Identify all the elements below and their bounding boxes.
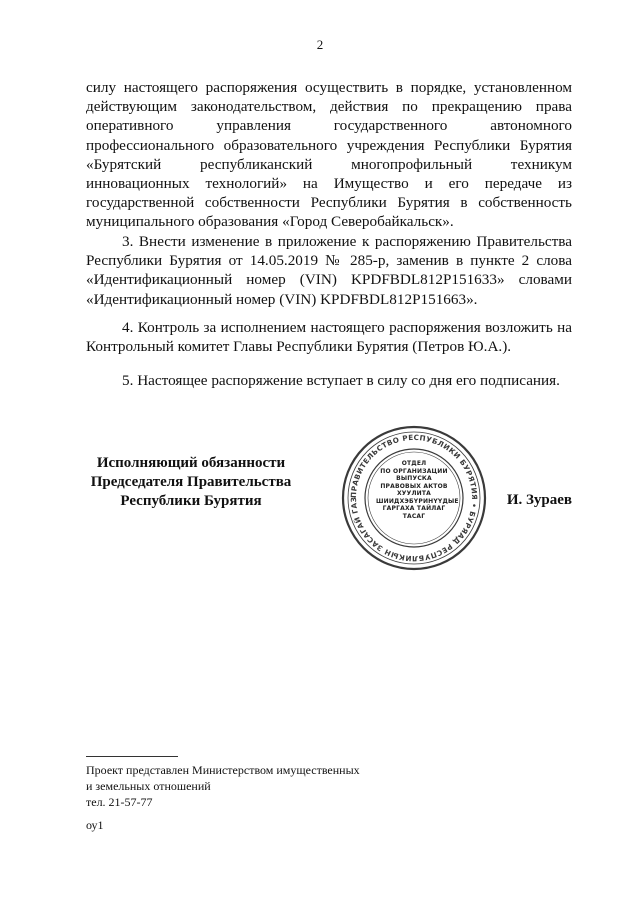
signatory-title-line: Исполняющий обязанности bbox=[96, 455, 286, 471]
paragraph-text: 3. Внести изменение в приложение к распоряжению Правительства Республики Бурятия от 14.05.2019 № 285-р, заменив в пункте 2 слова «Идентификационный номер (VIN) KPDFBDL812P151633» словами «Идентификационный номер (VIN) KPDFBDL812P151663». bbox=[86, 233, 572, 308]
paragraph-item-3 bbox=[86, 232, 572, 309]
paragraph-text: 5. Настоящее распоряжение вступает в силу со дня его подписания. bbox=[122, 372, 560, 389]
footer-note bbox=[86, 762, 360, 810]
footer-divider bbox=[86, 756, 178, 757]
signatory-title-line: Председателя Правительства bbox=[90, 474, 292, 490]
page-number: 2 bbox=[316, 37, 324, 52]
seal-center-text: ОТДЕЛ ПО ОРГАНИЗАЦИИ ВЫПУСКА ПРАВОВЫХ АКТОВ ХУУЛИТА ШИИДХЭБҮРИНҮҮДЫЕ ГАРГАХА ТАЙЛАГ ТАСАГ bbox=[376, 460, 459, 520]
official-seal-stamp bbox=[340, 424, 488, 572]
footer-line: Проект представлен Министерством имущественных bbox=[86, 763, 360, 777]
paragraph-continuation bbox=[86, 78, 572, 232]
footer-phone: тел. 21-57-77 bbox=[86, 795, 153, 809]
paragraph-text: 4. Контроль за исполнением настоящего распоряжения возложить на Контрольный комитет Главы Республики Бурятия (Петров Ю.А.). bbox=[86, 319, 572, 356]
document-code: оу1 bbox=[86, 818, 104, 832]
signatory-title bbox=[86, 454, 296, 511]
paragraph-item-5 bbox=[86, 371, 572, 390]
paragraph-item-4 bbox=[86, 318, 572, 356]
paragraph-text: силу настоящего распоряжения осуществить в порядке, установленном действующим законодательством, действия по прекращению права оперативного управления государственного автономного профессионального образовательного учреждения Республики Бурятия «Бурятский республиканский многопрофильный техникум инновационных технологий» на Имущество и его передаче из государственной собственности Республики Бурятия в собственность муниципального образования «Город Северобайкальск». bbox=[86, 79, 572, 231]
seal-ring-text: ПРАВИТЕЛЬСТВО РЕСПУБЛИКИ БУРЯТИЯ • БУРЯАД РЕСПУБЛИКЫН ЗАСАГАЙ ГАЗ bbox=[348, 432, 480, 564]
signatory-title-line: Республики Бурятия bbox=[120, 493, 262, 509]
footer-line: и земельных отношений bbox=[86, 779, 211, 793]
signatory-name: И. Зураев bbox=[506, 492, 572, 508]
